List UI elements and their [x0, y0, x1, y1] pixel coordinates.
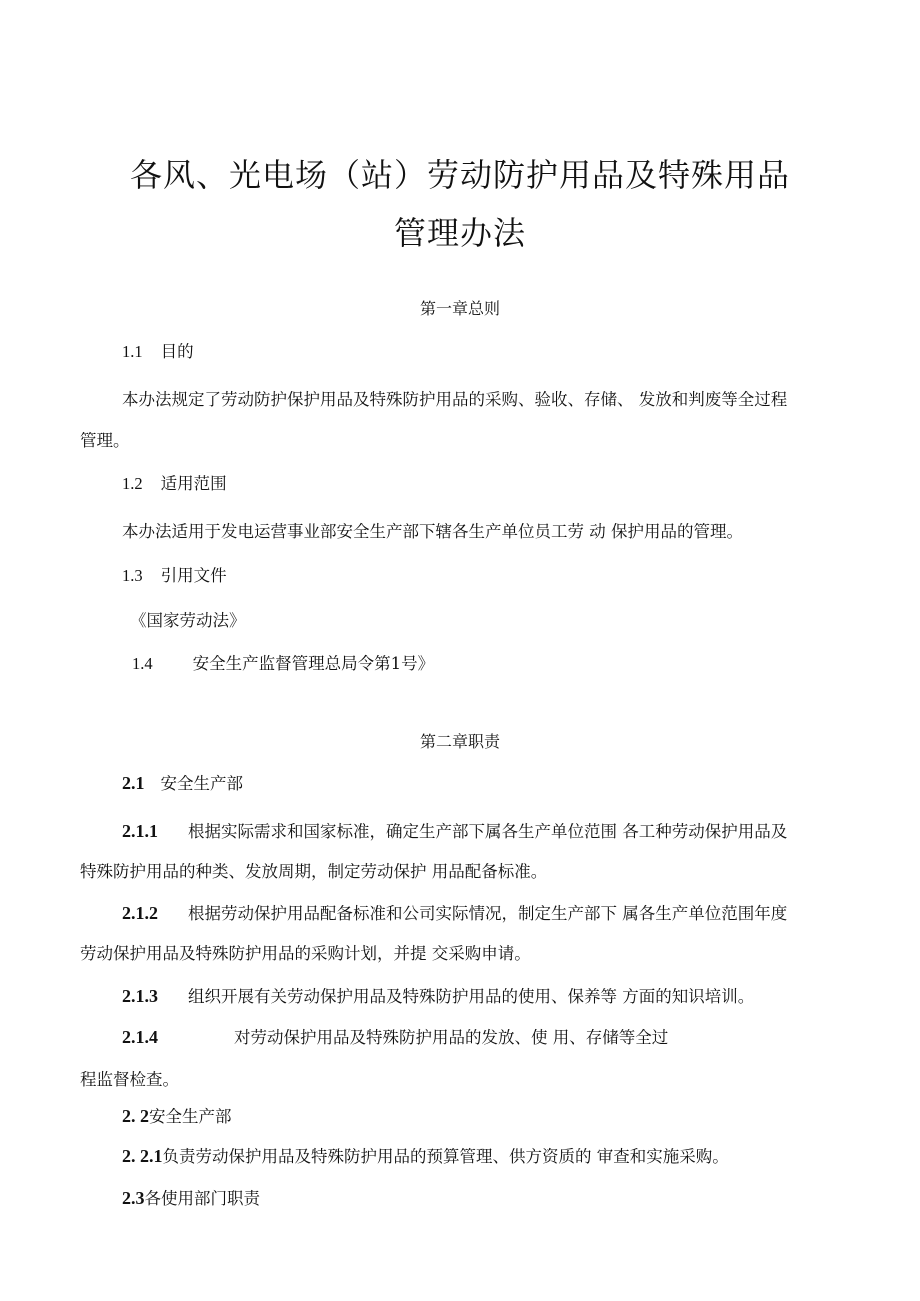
- section-number: 2.1.2: [122, 903, 158, 923]
- section-label: 各使用部门职责: [144, 1189, 260, 1208]
- paragraph-line: 根据劳动保护用品配备标准和公司实际情况，制定生产部下 属各生产单位范围年度: [188, 904, 788, 923]
- section-number: 2.1.3: [122, 986, 158, 1006]
- section-number: 2.1.4: [122, 1027, 158, 1047]
- paragraph-line: 根据实际需求和国家标准，确定生产部下属各生产单位范围 各工种劳动保护用品及: [188, 822, 788, 841]
- chapter1-heading: 第一章总则: [419, 299, 500, 318]
- section-2-1-3: [122, 983, 754, 1007]
- document-title-line2: 管理办法: [393, 214, 526, 252]
- paragraph-line: 管理。: [80, 431, 130, 450]
- paragraph-line: 本办法适用于发电运营事业部安全生产部下辖各生产单位员工劳 动 保护用品的管理。: [122, 522, 743, 541]
- section-number: 1.2: [122, 474, 143, 493]
- section-number: 2. 2.1: [122, 1146, 163, 1166]
- section-number: 2.1: [122, 773, 145, 793]
- section-number: 1.3: [122, 566, 143, 585]
- section-1-2: [122, 470, 227, 494]
- paragraph-line: 对劳动保护用品及特殊防护用品的发放、使 用、存储等全过: [234, 1028, 669, 1047]
- paragraph-line: 程监督检查。: [80, 1070, 179, 1089]
- reference-document: 《国家劳动法》: [130, 611, 246, 630]
- paragraph-line: 本办法规定了劳动防护保护用品及特殊防护用品的采购、验收、存储、 发放和判废等全过程: [122, 390, 788, 409]
- section-1-4: [132, 650, 434, 674]
- section-label: 引用文件: [160, 566, 227, 585]
- paragraph-line: 组织开展有关劳动保护用品及特殊防护用品的使用、保养等 方面的知识培训。: [188, 987, 755, 1006]
- section-2-1-2: [122, 900, 787, 924]
- section-label: 目的: [160, 342, 194, 361]
- section-1-3: [122, 562, 227, 586]
- section-2-2-1: [122, 1143, 729, 1167]
- section-label: 适用范围: [160, 474, 227, 493]
- section-2-2: [122, 1103, 232, 1127]
- paragraph-line: 特殊防护用品的种类、发放周期，制定劳动保护 用品配备标准。: [80, 862, 548, 881]
- document-title-line1: 各风、光电场（站）劳动防护用品及特殊用品: [129, 156, 790, 194]
- section-label: 负责劳动保护用品及特殊防护用品的预算管理、供方资质的 审查和实施采购。: [162, 1147, 729, 1166]
- section-2-1: [122, 770, 243, 794]
- section-number: 2. 2: [122, 1106, 149, 1126]
- section-2-1-1: [122, 818, 787, 842]
- section-number: 2.1.1: [122, 821, 158, 841]
- section-label: 安全生产部: [149, 1107, 232, 1126]
- chapter2-heading: 第二章职责: [419, 732, 500, 751]
- section-2-1-4: [122, 1024, 668, 1048]
- section-number: 2.3: [122, 1188, 145, 1208]
- section-1-1: [122, 338, 194, 362]
- section-2-3: [122, 1185, 260, 1209]
- section-number: 1.4: [132, 654, 153, 673]
- section-label: 安全生产部: [160, 774, 243, 793]
- paragraph-line: 劳动保护用品及特殊防护用品的采购计划，并提 交采购申请。: [80, 944, 531, 963]
- section-label: 安全生产监督管理总局令第1号》: [192, 654, 435, 673]
- section-number: 1.1: [122, 342, 143, 361]
